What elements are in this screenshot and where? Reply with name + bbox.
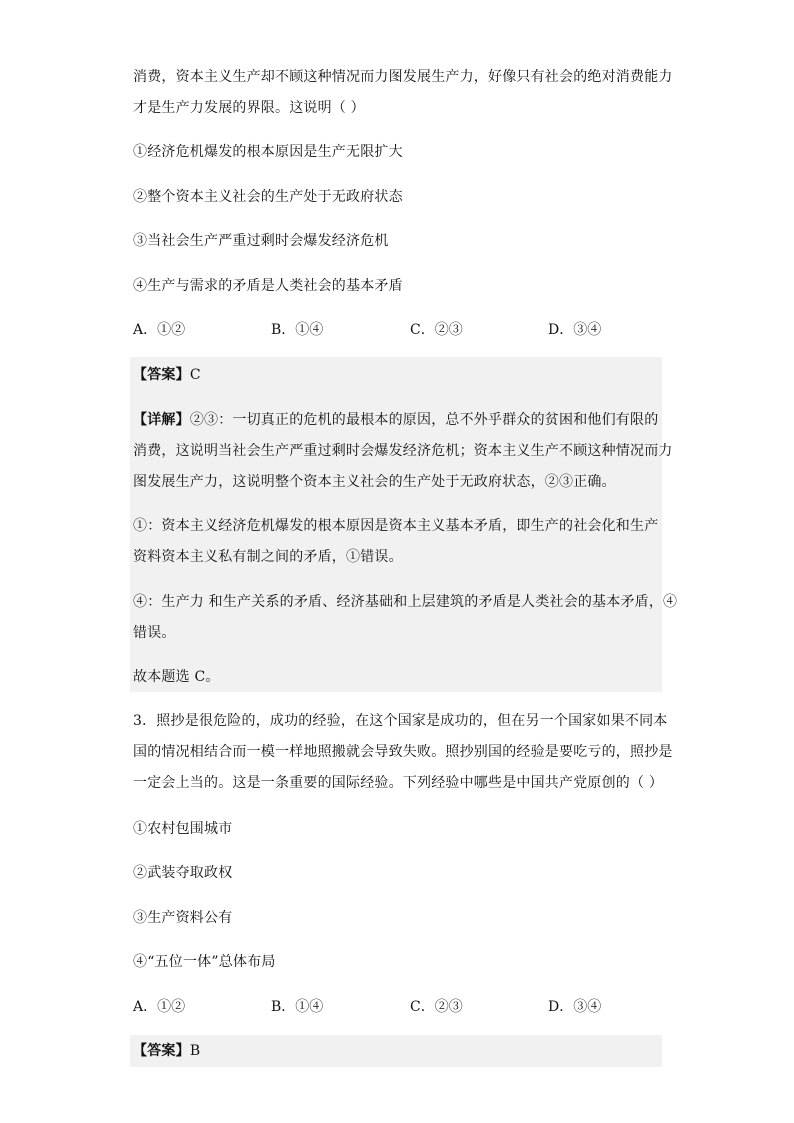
q3-stem-line-1: 3．照抄是很危险的，成功的经验，在这个国家是成功的，但在另一个国家如果不同本	[133, 713, 668, 729]
q2-answer	[133, 365, 201, 385]
detail-text: ②③：一切真正的危机的最根本的原因，总不外乎群众的贫困和他们有限的	[189, 412, 659, 428]
q2-option-d: D．③④	[548, 322, 602, 338]
q2-para2-line-1: ①：资本主义经济危机爆发的根本原因是资本主义基本矛盾，即生产的社会化和生产	[133, 518, 659, 534]
q2-option-b: B．①④	[271, 322, 324, 338]
answer-label: 【答案】	[133, 1043, 190, 1059]
q3-option-d: D．③④	[548, 999, 602, 1015]
detail-label: 【详解】	[133, 412, 190, 428]
q3-option-a: A．①②	[133, 999, 186, 1015]
q2-stem-line-2: 才是生产力发展的界限。这说明（ ）	[133, 100, 365, 116]
q3-stem-line-2: 国的情况相结合而一模一样地照搬就会导致失败。照抄别国的经验是要吃亏的，照抄是	[133, 744, 673, 760]
q2-option-c: C．②③	[410, 322, 463, 338]
q2-para3-line-1: ④：生产力 和生产关系的矛盾、经济基础和上层建筑的矛盾是人类社会的基本矛盾，④	[133, 594, 678, 610]
q2-stem-line-1: 消费，资本主义生产却不顾这种情况而力图发展生产力，好像只有社会的绝对消费能力	[133, 69, 673, 85]
q2-detail-line-1	[133, 410, 658, 430]
q2-para2-line-2: 资料资本主义私有制之间的矛盾，①错误。	[133, 549, 403, 565]
q2-para3-line-2: 错误。	[133, 625, 176, 641]
q3-item-3: ③生产资料公有	[133, 910, 233, 926]
q3-option-c: C．②③	[410, 999, 463, 1015]
q2-item-3: ③当社会生产严重过剩时会爆发经济危机	[133, 233, 389, 249]
q2-detail-line-2: 消费，这说明当社会生产严重过剩时会爆发经济危机；资本主义生产不顾这种情况而力	[133, 443, 673, 459]
q3-item-4: ④“五位一体”总体布局	[133, 954, 276, 970]
q2-detail-line-3: 图发展生产力，这说明整个资本主义社会的生产处于无政府状态，②③正确。	[133, 474, 616, 490]
q3-answer	[133, 1041, 200, 1061]
answer-value: C	[189, 367, 201, 383]
answer-label: 【答案】	[133, 367, 190, 383]
q3-option-b: B．①④	[271, 999, 324, 1015]
q2-item-2: ②整个资本主义社会的生产处于无政府状态	[133, 189, 403, 205]
q3-item-2: ②武装夺取政权	[133, 865, 233, 881]
q3-stem-line-3: 一定会上当的。这是一条重要的国际经验。下列经验中哪些是中国共产党原创的（ ）	[133, 775, 664, 791]
q2-option-a: A．①②	[133, 322, 186, 338]
q2-item-4: ④生产与需求的矛盾是人类社会的基本矛盾	[133, 278, 403, 294]
q3-item-1: ①农村包围城市	[133, 821, 233, 837]
q3-answer-block	[130, 1035, 662, 1067]
answer-value: B	[189, 1043, 201, 1059]
q2-item-1: ①经济危机爆发的根本原因是生产无限扩大	[133, 144, 403, 160]
q2-conclusion: 故本题选 C。	[133, 669, 220, 685]
